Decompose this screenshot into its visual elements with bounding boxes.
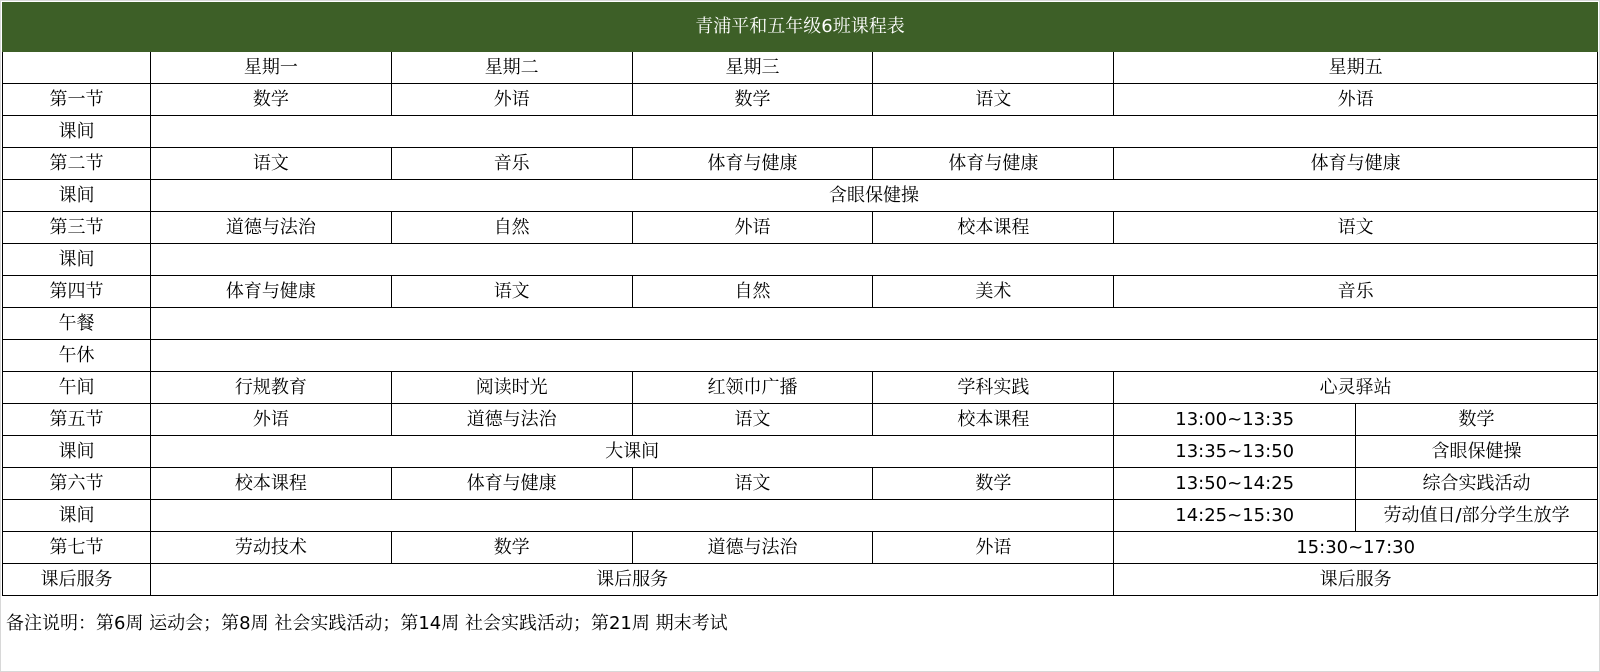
header-monday: 星期一 (150, 52, 391, 84)
friday-subject-cell: 综合实践活动 (1356, 468, 1598, 500)
cell-tuesday: 自然 (391, 212, 632, 244)
friday-subject-cell: 数学 (1356, 404, 1598, 436)
row-label: 第四节 (3, 276, 151, 308)
friday-time-cell: 13:00~13:35 (1114, 404, 1356, 436)
row-break-5 (3, 436, 1598, 468)
row-label: 第二节 (3, 148, 151, 180)
row-noon (3, 372, 1598, 404)
row-label: 课间 (3, 244, 151, 276)
row-label: 第六节 (3, 468, 151, 500)
header-corner (3, 52, 151, 84)
row-break-1 (3, 116, 1598, 148)
cell-wednesday: 自然 (632, 276, 873, 308)
cell-monday: 道德与法治 (150, 212, 391, 244)
cell-tuesday: 外语 (391, 84, 632, 116)
cell-wednesday: 语文 (632, 404, 873, 436)
row-period-2 (3, 148, 1598, 180)
timetable (2, 2, 1598, 596)
cell-tuesday: 道德与法治 (391, 404, 632, 436)
cell-monday: 数学 (150, 84, 391, 116)
header-wednesday: 星期三 (632, 52, 873, 84)
row-label: 午间 (3, 372, 151, 404)
row-label: 第五节 (3, 404, 151, 436)
cell-wednesday: 外语 (632, 212, 873, 244)
cell-tuesday: 数学 (391, 532, 632, 564)
friday-time-cell: 15:30~17:30 (1114, 532, 1598, 564)
row-label: 课间 (3, 500, 151, 532)
cell-thursday: 校本课程 (873, 212, 1114, 244)
timetable-title: 青浦平和五年级6班课程表 (3, 3, 1598, 52)
break-span-cell: 含眼保健操 (150, 180, 1597, 212)
cell-thursday: 美术 (873, 276, 1114, 308)
cell-monday: 外语 (150, 404, 391, 436)
friday-subject-cell: 劳动值日/部分学生放学 (1356, 500, 1598, 532)
cell-thursday: 数学 (873, 468, 1114, 500)
cell-monday: 体育与健康 (150, 276, 391, 308)
friday-time-cell: 14:25~15:30 (1114, 500, 1356, 532)
row-break-2 (3, 180, 1598, 212)
cell-tuesday: 体育与健康 (391, 468, 632, 500)
friday-time-cell: 13:50~14:25 (1114, 468, 1356, 500)
row-after-school (3, 564, 1598, 596)
cell-thursday: 外语 (873, 532, 1114, 564)
cell-wednesday: 体育与健康 (632, 148, 873, 180)
row-label: 第七节 (3, 532, 151, 564)
cell-friday: 体育与健康 (1114, 148, 1598, 180)
header-tuesday: 星期二 (391, 52, 632, 84)
row-period-1 (3, 84, 1598, 116)
row-period-6 (3, 468, 1598, 500)
row-label: 课后服务 (3, 564, 151, 596)
row-label: 第三节 (3, 212, 151, 244)
cell-wednesday: 道德与法治 (632, 532, 873, 564)
row-label: 第一节 (3, 84, 151, 116)
row-label: 课间 (3, 436, 151, 468)
cell-monday: 语文 (150, 148, 391, 180)
row-break-3 (3, 244, 1598, 276)
cell-friday: 语文 (1114, 212, 1598, 244)
after-school-span-cell: 课后服务 (150, 564, 1113, 596)
row-period-7 (3, 532, 1598, 564)
header-friday: 星期五 (1114, 52, 1598, 84)
cell-wednesday: 红领巾广播 (632, 372, 873, 404)
cell-wednesday: 语文 (632, 468, 873, 500)
cell-monday: 劳动技术 (150, 532, 391, 564)
row-period-3 (3, 212, 1598, 244)
break-span-cell: 大课间 (150, 436, 1113, 468)
cell-thursday: 语文 (873, 84, 1114, 116)
header-thursday (873, 52, 1114, 84)
cell-monday: 行规教育 (150, 372, 391, 404)
row-label: 午休 (3, 340, 151, 372)
break-span-cell (150, 116, 1597, 148)
cell-monday: 校本课程 (150, 468, 391, 500)
row-lunch (3, 308, 1598, 340)
row-break-6 (3, 500, 1598, 532)
cell-friday: 音乐 (1114, 276, 1598, 308)
cell-tuesday: 音乐 (391, 148, 632, 180)
header-row (3, 52, 1598, 84)
break-span-cell (150, 244, 1597, 276)
friday-time-cell: 13:35~13:50 (1114, 436, 1356, 468)
lunch-span-cell (150, 308, 1597, 340)
cell-friday: 心灵驿站 (1114, 372, 1598, 404)
break-span-cell (150, 500, 1113, 532)
row-period-4 (3, 276, 1598, 308)
nap-span-cell (150, 340, 1597, 372)
friday-subject-cell: 含眼保健操 (1356, 436, 1598, 468)
cell-thursday: 学科实践 (873, 372, 1114, 404)
cell-thursday: 体育与健康 (873, 148, 1114, 180)
cell-friday: 外语 (1114, 84, 1598, 116)
row-period-5 (3, 404, 1598, 436)
remarks-note: 备注说明：第6周 运动会；第8周 社会实践活动；第14周 社会实践活动；第21周 期末考试 (6, 613, 728, 634)
row-nap (3, 340, 1598, 372)
row-label: 午餐 (3, 308, 151, 340)
cell-wednesday: 数学 (632, 84, 873, 116)
cell-tuesday: 语文 (391, 276, 632, 308)
title-row (3, 3, 1598, 52)
row-label: 课间 (3, 180, 151, 212)
friday-after-school-cell: 课后服务 (1114, 564, 1598, 596)
row-label: 课间 (3, 116, 151, 148)
cell-thursday: 校本课程 (873, 404, 1114, 436)
cell-tuesday: 阅读时光 (391, 372, 632, 404)
